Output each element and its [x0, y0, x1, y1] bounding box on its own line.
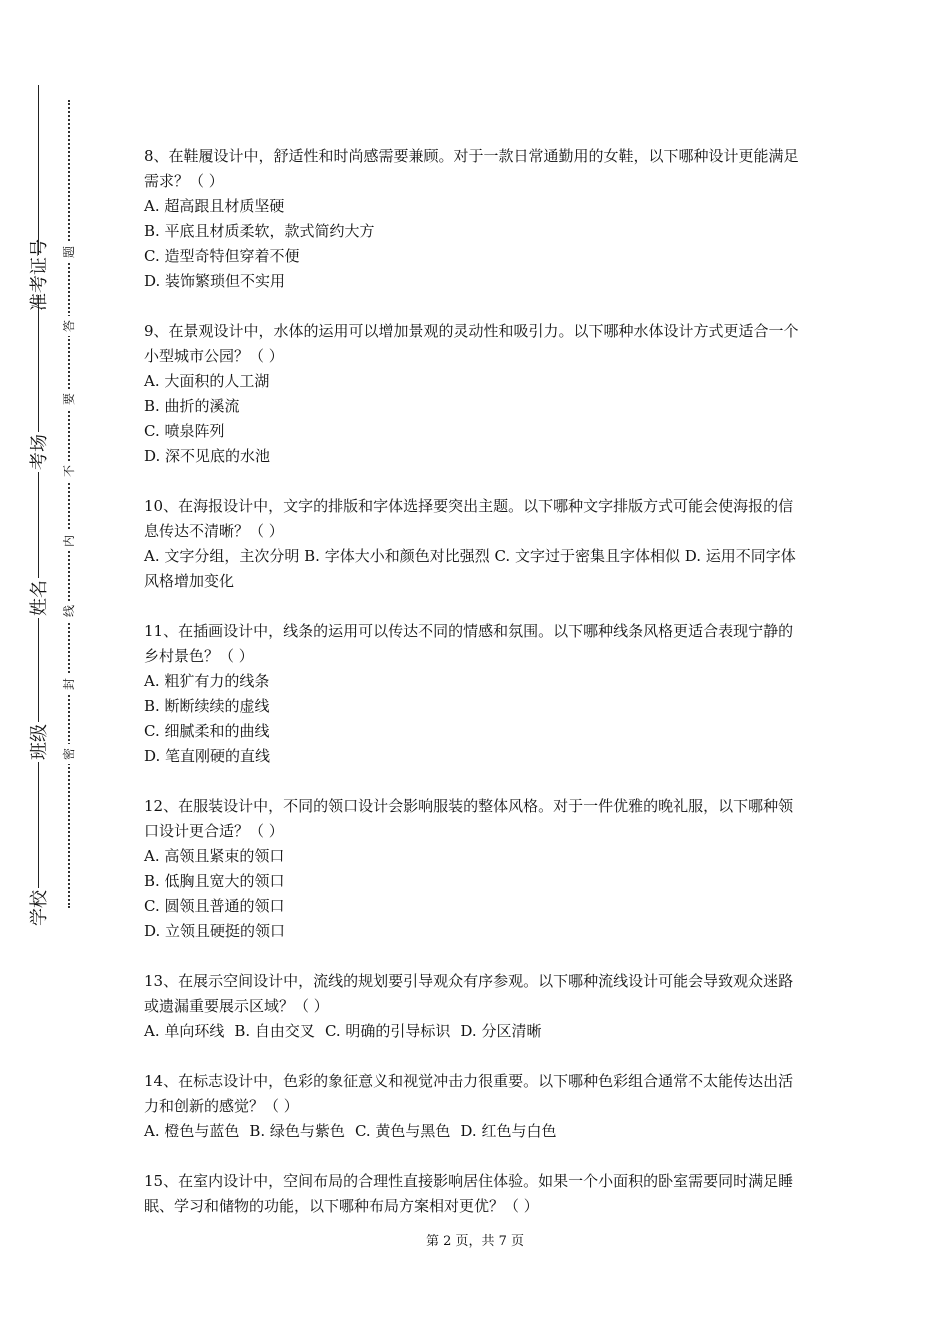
question-15	[144, 1169, 808, 1219]
option-c: C. 造型奇特但穿着不便	[144, 247, 300, 265]
page-footer: 第 2 页，共 7 页	[425, 1234, 525, 1249]
binding-margin	[0, 0, 90, 1344]
option-c: C. 喷泉阵列	[144, 422, 225, 440]
option-a: A. 粗犷有力的线条	[144, 672, 270, 690]
option-a: A. 橙色与蓝色	[144, 1122, 240, 1140]
option-b: B. 自由交叉	[234, 1022, 315, 1040]
option-c: C. 细腻柔和的曲线	[144, 722, 270, 740]
option-a: A. 高领且紧束的领口	[144, 847, 285, 865]
option-b: B. 绿色与紫色	[249, 1122, 345, 1140]
question-stem: 10、在海报设计中，文字的排版和字体选择要突出主题。以下哪种文字排版方式可能会使海报的信息传达不清晰？（ ）	[144, 497, 794, 540]
binding-dotted-line	[68, 100, 70, 908]
question-8	[144, 144, 808, 294]
seal-char: 内	[58, 531, 78, 551]
question-11	[144, 619, 808, 769]
question-10	[144, 494, 808, 594]
option-b: B. 断断续续的虚线	[144, 697, 270, 715]
options-inline	[144, 1119, 808, 1144]
field-label-school: 学校	[18, 888, 58, 928]
option-d: D. 深不见底的水池	[144, 447, 271, 465]
question-12	[144, 794, 808, 944]
field-label-class: 班级	[18, 722, 58, 762]
option-a: A. 大面积的人工湖	[144, 372, 270, 390]
options-inline	[144, 1019, 808, 1044]
option-d: D. 装饰繁琐但不实用	[144, 272, 286, 290]
question-9	[144, 319, 808, 469]
option-c: C. 明确的引导标识	[324, 1022, 451, 1040]
question-stem: 15、在室内设计中，空间布局的合理性直接影响居住体验。如果一个小面积的卧室需要同时满足睡眠、学习和储物的功能，以下哪种布局方案相对更优？（ ）	[144, 1172, 794, 1215]
question-stem: 9、在景观设计中，水体的运用可以增加景观的灵动性和吸引力。以下哪种水体设计方式更适合一个小型城市公园？（ ）	[144, 322, 799, 365]
question-14	[144, 1069, 808, 1144]
seal-char: 答	[58, 316, 78, 336]
question-list	[144, 144, 808, 1244]
question-stem: 13、在展示空间设计中，流线的规划要引导观众有序参观。以下哪种流线设计可能会导致观众迷路或遗漏重要展示区域？（ ）	[144, 972, 794, 1015]
field-label-exam-room: 考场	[18, 432, 58, 472]
seal-char: 封	[58, 674, 78, 694]
option-d: D. 红色与白色	[460, 1122, 557, 1140]
option-c: C. 黄色与黑色	[354, 1122, 451, 1140]
seal-char: 密	[58, 744, 78, 764]
binding-solid-line	[38, 85, 39, 915]
option-d: D. 分区清晰	[460, 1022, 542, 1040]
seal-char: 线	[58, 601, 78, 621]
seal-char: 题	[58, 242, 78, 262]
question-stem: 11、在插画设计中，线条的运用可以传达不同的情感和氛围。以下哪种线条风格更适合表现宁静的乡村景色？（ ）	[144, 622, 794, 665]
option-d: D. 立领且硬挺的领口	[144, 922, 286, 940]
question-stem: 12、在服装设计中，不同的领口设计会影响服装的整体风格。对于一件优雅的晚礼服，以下哪种领口设计更合适？（ ）	[144, 797, 794, 840]
option-b: B. 曲折的溪流	[144, 397, 240, 415]
option-b: B. 低胸且宽大的领口	[144, 872, 285, 890]
question-stem: 14、在标志设计中，色彩的象征意义和视觉冲击力很重要。以下哪种色彩组合通常不太能传达出活力和创新的感觉？（ ）	[144, 1072, 794, 1115]
question-stem: 8、在鞋履设计中，舒适性和时尚感需要兼顾。对于一款日常通勤用的女鞋，以下哪种设计更能满足需求？（ ）	[144, 147, 799, 190]
field-label-name: 姓名	[18, 578, 58, 618]
option-c: C. 圆领且普通的领口	[144, 897, 285, 915]
seal-char: 要	[58, 389, 78, 409]
options-paragraph: A. 文字分组，主次分明 B. 字体大小和颜色对比强烈 C. 文字过于密集且字体相似 D. 运用不同字体风格增加变化	[144, 547, 796, 590]
option-d: D. 笔直刚硬的直线	[144, 747, 271, 765]
seal-char: 不	[58, 461, 78, 481]
question-13	[144, 969, 808, 1044]
option-a: A. 超高跟且材质坚硬	[144, 197, 285, 215]
option-a: A. 单向环线	[144, 1022, 225, 1040]
option-b: B. 平底且材质柔软，款式简约大方	[144, 222, 375, 240]
field-label-exam-id: 准考证号	[18, 255, 58, 295]
